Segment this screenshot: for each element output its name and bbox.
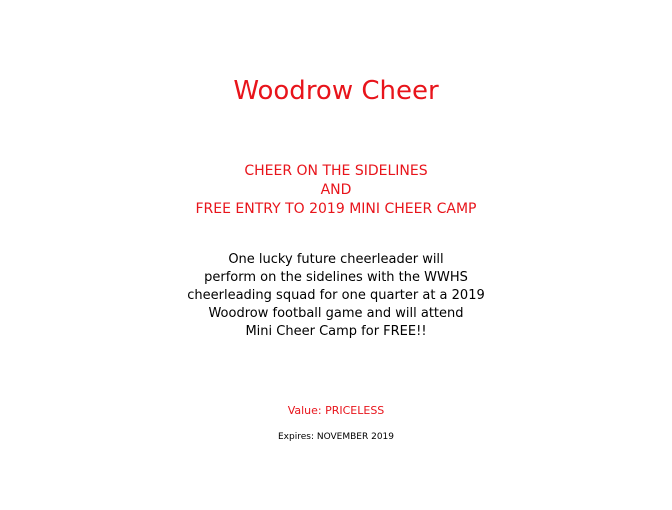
expires-label: Expires: NOVEMBER 2019: [278, 432, 394, 442]
description-line: Woodrow football game and will attend: [208, 306, 464, 321]
flyer-title: Woodrow Cheer: [233, 76, 439, 106]
subtitle-line: AND: [320, 182, 352, 198]
description-line: Mini Cheer Camp for FREE!!: [245, 324, 427, 339]
subtitle-line: FREE ENTRY TO 2019 MINI CHEER CAMP: [195, 201, 477, 217]
value-label: Value: PRICELESS: [287, 404, 385, 417]
description-line: cheerleading squad for one quarter at a 2019: [187, 288, 485, 303]
flyer-subtitle: [0, 162, 672, 219]
flyer-description: [0, 251, 672, 341]
description-line: One lucky future cheerleader will: [228, 252, 444, 267]
subtitle-line: CHEER ON THE SIDELINES: [244, 163, 428, 179]
description-line: perform on the sidelines with the WWHS: [204, 270, 468, 285]
